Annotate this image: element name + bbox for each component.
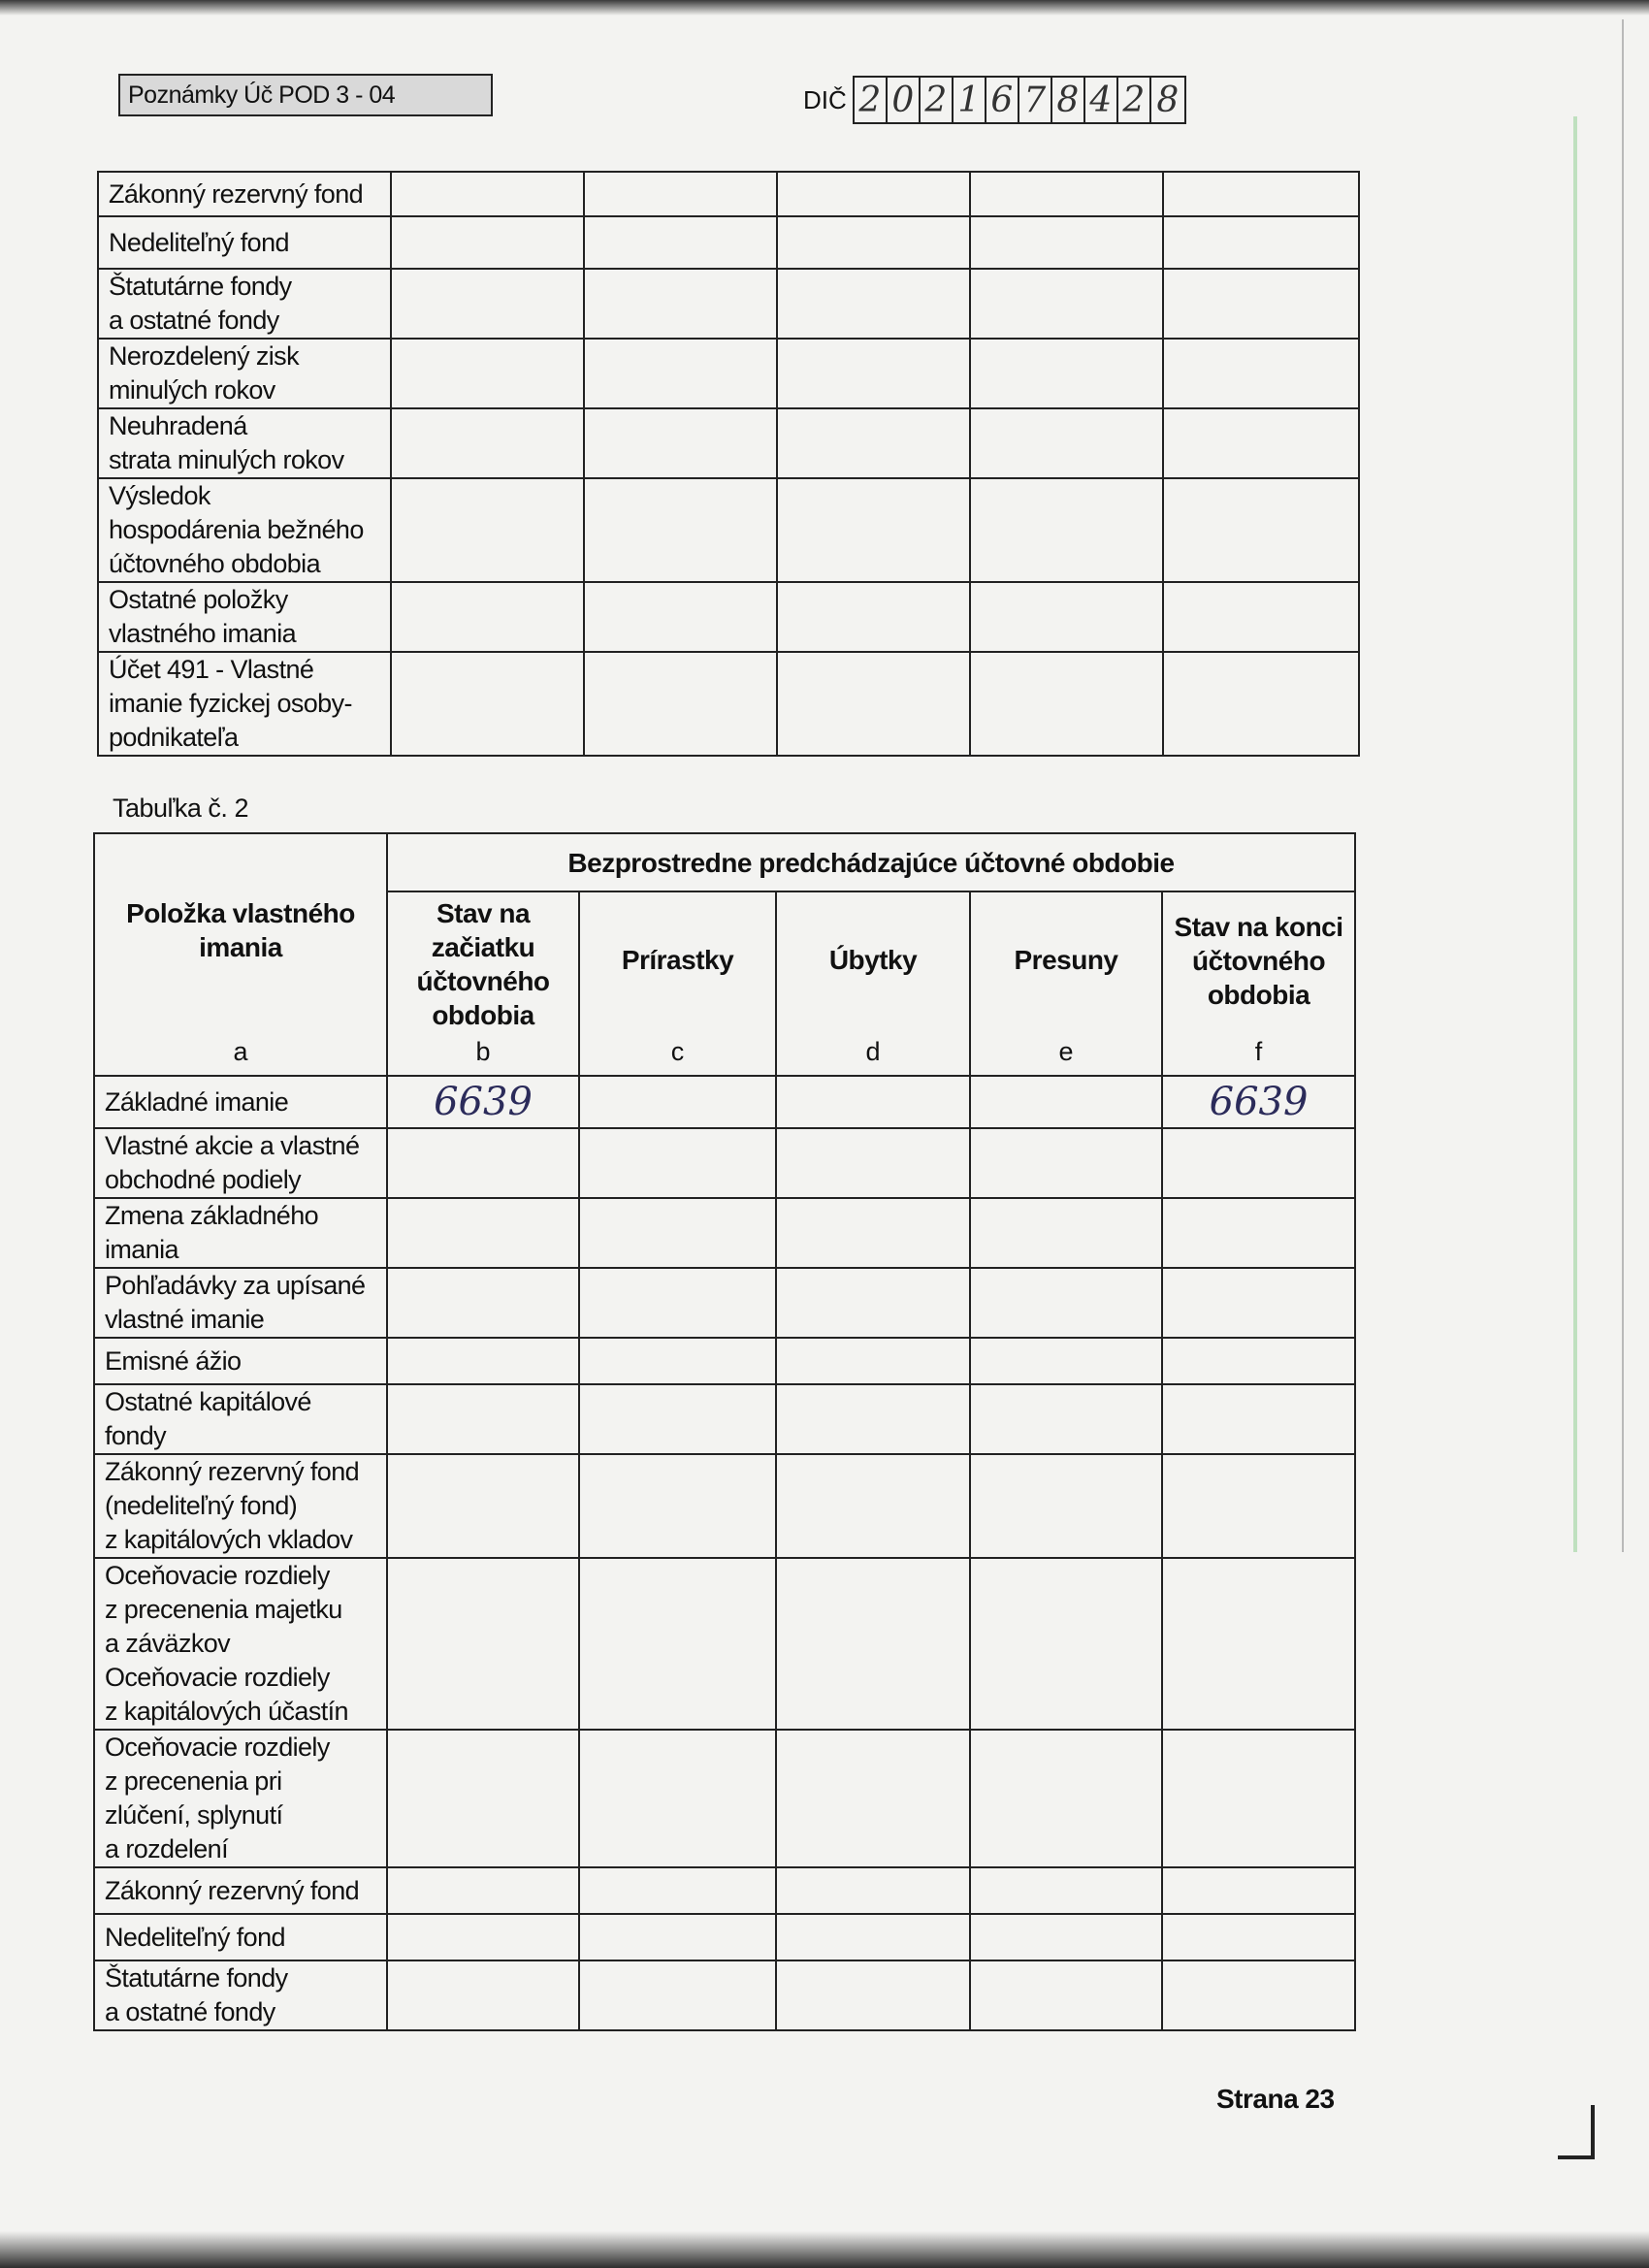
column-header xyxy=(579,891,776,1076)
value-cell-d[interactable] xyxy=(776,1076,970,1128)
value-cell-e[interactable] xyxy=(970,1076,1162,1128)
table-row xyxy=(98,652,1359,756)
value-cell-c[interactable] xyxy=(579,1384,776,1454)
value-cell[interactable] xyxy=(970,408,1163,478)
column-header-label: Prírastky xyxy=(621,945,734,975)
scan-page-edge xyxy=(1622,19,1624,1552)
value-cell[interactable] xyxy=(391,172,584,216)
equity-table-2 xyxy=(93,832,1356,2031)
value-cell[interactable] xyxy=(970,216,1163,269)
value-cell-e[interactable] xyxy=(970,1914,1162,1960)
value-cell-d[interactable] xyxy=(776,1867,970,1914)
dic-digit: 0 xyxy=(888,78,921,122)
table-row xyxy=(94,1558,1355,1730)
column-header-label: Stav na konci účtovného obdobia xyxy=(1174,912,1343,1010)
value-cell-b[interactable] xyxy=(387,1128,579,1198)
value-cell[interactable] xyxy=(1163,652,1359,756)
value-cell-b[interactable] xyxy=(387,1268,579,1338)
value-cell-e[interactable] xyxy=(970,1867,1162,1914)
column-letter-b: b xyxy=(475,1037,491,1066)
table-row xyxy=(94,1198,1355,1268)
value-cell-f[interactable] xyxy=(1162,1867,1355,1914)
row-label: Emisné ážio xyxy=(94,1338,387,1384)
scan-color-strip xyxy=(1573,116,1577,1552)
column-header xyxy=(1162,891,1355,1076)
dic-digit: 6 xyxy=(986,78,1019,122)
value-cell-c[interactable] xyxy=(579,1867,776,1914)
value-cell[interactable] xyxy=(584,408,777,478)
value-cell-b[interactable] xyxy=(387,1867,579,1914)
value-cell-d[interactable] xyxy=(776,1198,970,1268)
value-cell[interactable] xyxy=(584,269,777,339)
value-cell[interactable] xyxy=(970,172,1163,216)
row-label: Zákonný rezervný fond xyxy=(98,172,391,216)
value-cell-f[interactable] xyxy=(1162,1730,1355,1867)
table-row xyxy=(94,1960,1355,2030)
value-cell-e[interactable] xyxy=(970,1960,1162,2030)
value-cell-e[interactable] xyxy=(970,1730,1162,1867)
row-label: Účet 491 - Vlastné imanie fyzickej osoby- podnikateľa xyxy=(98,652,391,756)
value-cell[interactable] xyxy=(584,339,777,408)
value-cell-b[interactable] xyxy=(387,1384,579,1454)
scan-shadow-top xyxy=(0,0,1649,16)
table-row xyxy=(94,1914,1355,1960)
value-cell[interactable] xyxy=(584,172,777,216)
value-cell[interactable] xyxy=(970,269,1163,339)
value-cell[interactable] xyxy=(1163,478,1359,582)
row-label: Neuhradená strata minulých rokov xyxy=(98,408,391,478)
value-cell-b[interactable] xyxy=(387,1454,579,1558)
value-cell-b[interactable] xyxy=(387,1198,579,1268)
column-letter-e: e xyxy=(1058,1037,1074,1066)
row-label: Oceňovacie rozdiely z precenenia majetku a záväzkov Oceňovacie rozdiely z kapitálových účastín xyxy=(94,1558,387,1730)
form-code-text: Poznámky Úč POD 3 - 04 xyxy=(128,81,396,109)
table-row xyxy=(98,339,1359,408)
dic-label: DIČ xyxy=(803,84,847,114)
value-cell[interactable] xyxy=(1163,339,1359,408)
value-cell-c[interactable] xyxy=(579,1198,776,1268)
column-header xyxy=(970,891,1162,1076)
dic-digit: 2 xyxy=(921,78,954,122)
value-cell[interactable] xyxy=(1163,172,1359,216)
value-cell[interactable] xyxy=(970,478,1163,582)
value-cell-e[interactable] xyxy=(970,1128,1162,1198)
row-label: Ostatné položky vlastného imania xyxy=(98,582,391,652)
header-period: Bezprostredne predchádzajúce účtovné obdobie xyxy=(387,833,1355,891)
value-cell-f[interactable] xyxy=(1162,1558,1355,1730)
table-row xyxy=(94,1076,1355,1128)
value-cell-b[interactable] xyxy=(387,1960,579,2030)
column-header xyxy=(776,891,970,1076)
value-cell-d[interactable] xyxy=(776,1454,970,1558)
value-cell[interactable] xyxy=(391,339,584,408)
value-cell-d[interactable] xyxy=(776,1384,970,1454)
value-cell[interactable] xyxy=(777,478,970,582)
table-row xyxy=(98,216,1359,269)
value-cell-c[interactable] xyxy=(579,1960,776,2030)
row-label: Výsledok hospodárenia bežného účtovného obdobia xyxy=(98,478,391,582)
value-cell[interactable] xyxy=(391,408,584,478)
value-cell[interactable] xyxy=(391,652,584,756)
dic-digit: 1 xyxy=(954,78,986,122)
row-label: Zmena základného imania xyxy=(94,1198,387,1268)
dic-boxes xyxy=(853,76,1186,124)
column-header-label: Stav na začiatku účtovného obdobia xyxy=(416,898,550,1030)
value-cell[interactable] xyxy=(777,582,970,652)
value-cell-b[interactable]: 6639 xyxy=(387,1076,579,1128)
value-cell-f[interactable] xyxy=(1162,1268,1355,1338)
value-cell-c[interactable] xyxy=(579,1076,776,1128)
value-cell[interactable] xyxy=(1163,582,1359,652)
table-row xyxy=(98,269,1359,339)
value-cell-d[interactable] xyxy=(776,1268,970,1338)
value-cell-c[interactable] xyxy=(579,1128,776,1198)
value-cell[interactable] xyxy=(584,652,777,756)
value-cell-c[interactable] xyxy=(579,1338,776,1384)
value-cell-e[interactable] xyxy=(970,1268,1162,1338)
table-row xyxy=(98,408,1359,478)
page-number: Strana 23 xyxy=(1216,2084,1335,2114)
value-cell-d[interactable] xyxy=(776,1914,970,1960)
form-code-box xyxy=(118,74,493,116)
value-cell-f[interactable]: 6639 xyxy=(1162,1076,1355,1128)
column-header xyxy=(387,891,579,1076)
table-row xyxy=(94,1384,1355,1454)
value-cell-d[interactable] xyxy=(776,1338,970,1384)
value-cell[interactable] xyxy=(777,269,970,339)
value-cell[interactable] xyxy=(391,478,584,582)
value-cell-e[interactable] xyxy=(970,1338,1162,1384)
table-row xyxy=(94,1128,1355,1198)
value-cell-c[interactable] xyxy=(579,1558,776,1730)
row-label: Zákonný rezervný fond (nedeliteľný fond) z kapitálových vkladov xyxy=(94,1454,387,1558)
scan-shadow-bottom xyxy=(0,2231,1649,2268)
value-cell[interactable] xyxy=(970,582,1163,652)
value-cell-b[interactable] xyxy=(387,1914,579,1960)
value-cell[interactable] xyxy=(777,216,970,269)
column-letter-c: c xyxy=(670,1037,685,1066)
value-cell[interactable] xyxy=(584,216,777,269)
value-cell-f[interactable] xyxy=(1162,1128,1355,1198)
table-row xyxy=(94,1730,1355,1867)
column-header-label: Úbytky xyxy=(828,945,918,975)
table-row xyxy=(98,582,1359,652)
table-row xyxy=(94,1338,1355,1384)
header-item-cell xyxy=(94,833,387,1076)
value-cell[interactable] xyxy=(1163,408,1359,478)
value-cell-c[interactable] xyxy=(579,1454,776,1558)
value-cell[interactable] xyxy=(777,339,970,408)
value-cell-e[interactable] xyxy=(970,1558,1162,1730)
header-item-label: Položka vlastného imania xyxy=(126,898,355,962)
value-cell-b[interactable] xyxy=(387,1730,579,1867)
table-row xyxy=(98,172,1359,216)
value-cell-c[interactable] xyxy=(579,1914,776,1960)
scan-corner-mark xyxy=(1558,2105,1595,2159)
column-letter-f: f xyxy=(1254,1037,1263,1066)
table-row xyxy=(94,1867,1355,1914)
value-cell-d[interactable] xyxy=(776,1128,970,1198)
column-header-label: Presuny xyxy=(1014,945,1118,975)
value-cell-e[interactable] xyxy=(970,1198,1162,1268)
value-cell-f[interactable] xyxy=(1162,1960,1355,2030)
value-cell[interactable] xyxy=(1163,216,1359,269)
column-letter-d: d xyxy=(865,1037,881,1066)
table-row xyxy=(94,1454,1355,1558)
row-label: Pohľadávky za upísané vlastné imanie xyxy=(94,1268,387,1338)
value-cell-e[interactable] xyxy=(970,1454,1162,1558)
row-label: Ostatné kapitálové fondy xyxy=(94,1384,387,1454)
value-cell[interactable] xyxy=(584,478,777,582)
table2-title: Tabuľka č. 2 xyxy=(113,794,248,823)
equity-table-continued xyxy=(97,171,1360,757)
value-cell-f[interactable] xyxy=(1162,1384,1355,1454)
column-letter-a: a xyxy=(233,1037,248,1066)
value-cell[interactable] xyxy=(584,582,777,652)
value-cell-d[interactable] xyxy=(776,1730,970,1867)
row-label: Štatutárne fondy a ostatné fondy xyxy=(98,269,391,339)
value-cell[interactable] xyxy=(970,652,1163,756)
value-cell[interactable] xyxy=(777,652,970,756)
value-cell[interactable] xyxy=(777,172,970,216)
dic-digit: 2 xyxy=(855,78,888,122)
table-row xyxy=(94,1268,1355,1338)
value-cell[interactable] xyxy=(777,408,970,478)
dic-digit: 8 xyxy=(1052,78,1085,122)
value-cell-f[interactable] xyxy=(1162,1914,1355,1960)
value-cell-b[interactable] xyxy=(387,1338,579,1384)
dic-digit: 7 xyxy=(1019,78,1052,122)
value-cell-d[interactable] xyxy=(776,1960,970,2030)
value-cell[interactable] xyxy=(1163,269,1359,339)
row-label: Zákonný rezervný fond xyxy=(94,1867,387,1914)
row-label: Štatutárne fondy a ostatné fondy xyxy=(94,1960,387,2030)
row-label: Základné imanie xyxy=(94,1076,387,1128)
value-cell[interactable] xyxy=(391,216,584,269)
row-label: Vlastné akcie a vlastné obchodné podiely xyxy=(94,1128,387,1198)
value-cell-d[interactable] xyxy=(776,1558,970,1730)
value-cell-c[interactable] xyxy=(579,1730,776,1867)
dic-field xyxy=(803,76,1186,124)
value-cell-e[interactable] xyxy=(970,1384,1162,1454)
table-row xyxy=(98,478,1359,582)
row-label: Nerozdelený zisk minulých rokov xyxy=(98,339,391,408)
value-cell[interactable] xyxy=(391,582,584,652)
row-label: Oceňovacie rozdiely z precenenia pri zlúčení, splynutí a rozdelení xyxy=(94,1730,387,1867)
value-cell-f[interactable] xyxy=(1162,1198,1355,1268)
value-cell-f[interactable] xyxy=(1162,1338,1355,1384)
value-cell-c[interactable] xyxy=(579,1268,776,1338)
dic-digit: 4 xyxy=(1085,78,1118,122)
value-cell[interactable] xyxy=(970,339,1163,408)
value-cell[interactable] xyxy=(391,269,584,339)
row-label: Nedeliteľný fond xyxy=(94,1914,387,1960)
dic-digit: 2 xyxy=(1118,78,1151,122)
value-cell-b[interactable] xyxy=(387,1558,579,1730)
dic-digit: 8 xyxy=(1156,80,1180,120)
value-cell-f[interactable] xyxy=(1162,1454,1355,1558)
row-label: Nedeliteľný fond xyxy=(98,216,391,269)
